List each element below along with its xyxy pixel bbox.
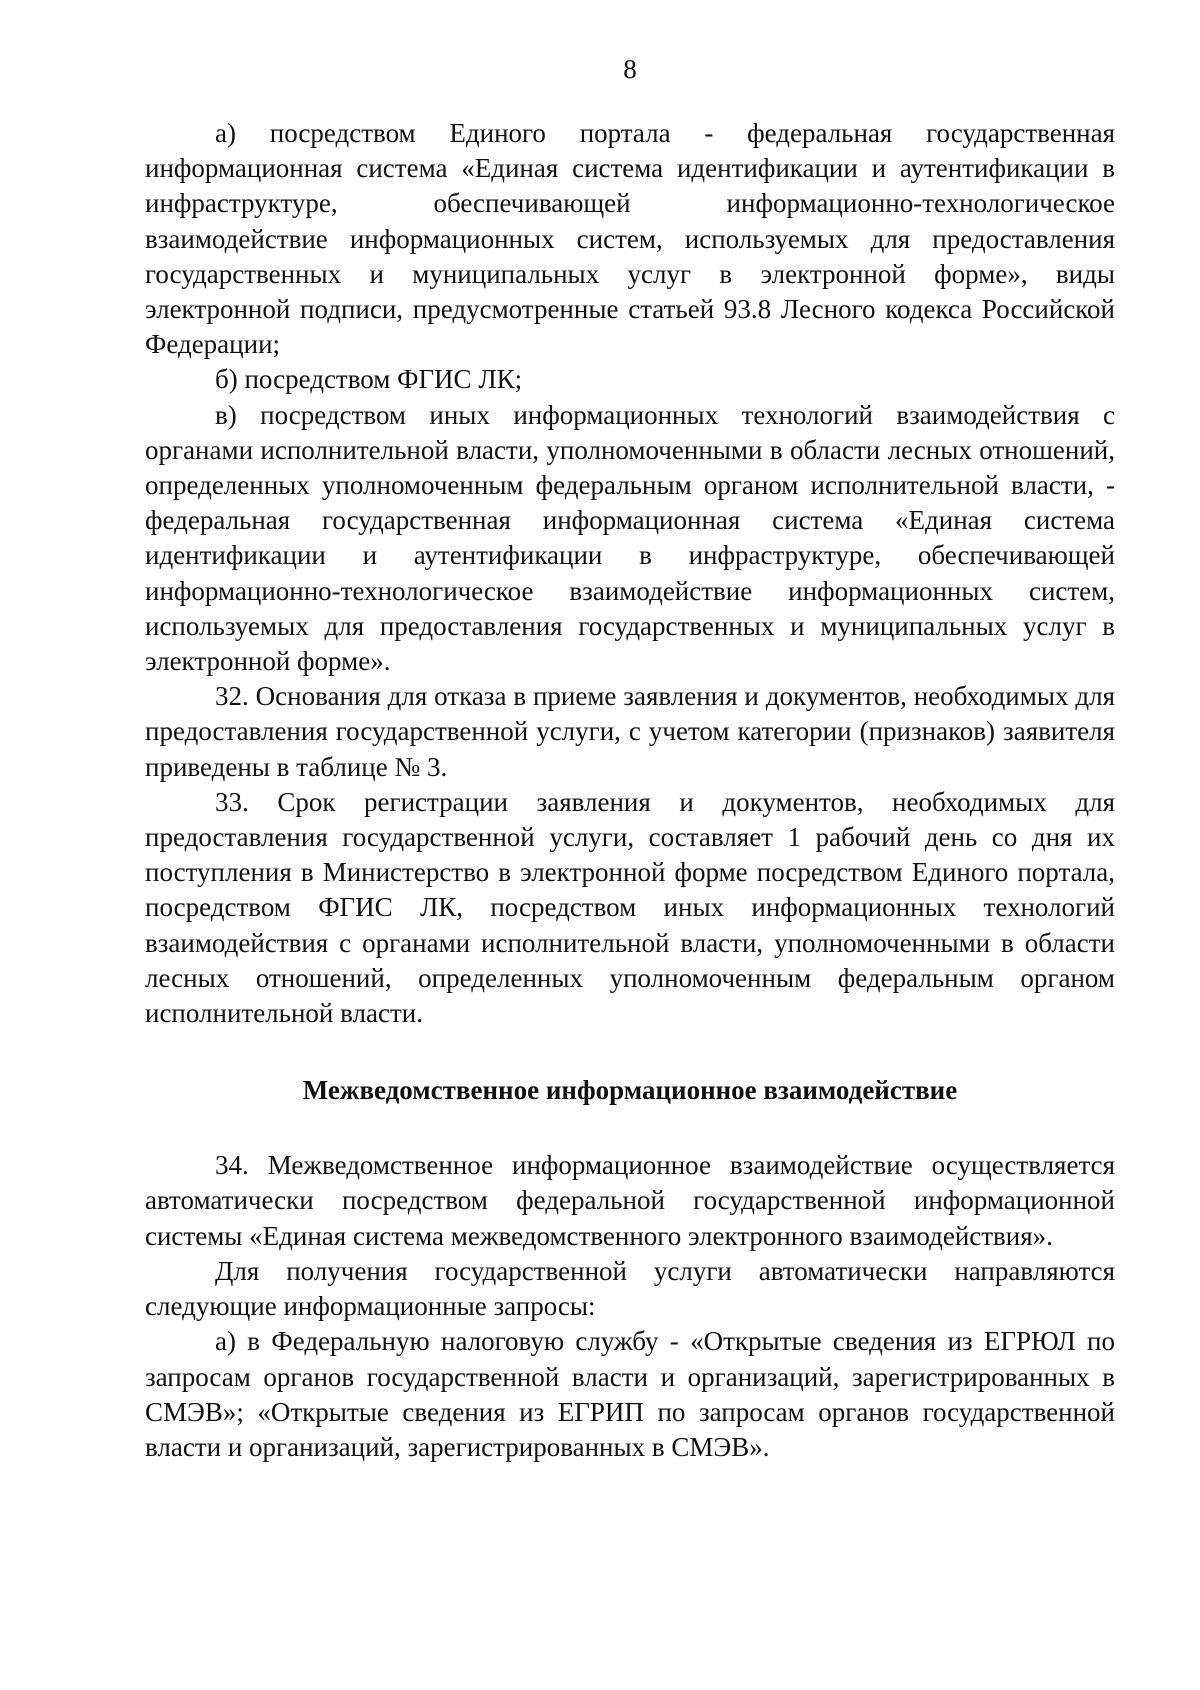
paragraph-requests-a: а) в Федеральную налоговую службу - «Открытые сведения из ЕГРЮЛ по запросам органов государственной власти и организаций, зарегистрированных в СМЭВ»; «Открытые сведения из ЕГРИП по запросам органов государственной власти и организаций, зарегистрированных в СМЭВ».	[145, 1326, 1115, 1462]
paragraph-33: 33. Срок регистрации заявления и документов, необходимых для предоставления государственной услуги, составляет 1 рабочий день со дня их поступления в Министерство в электронной форме посредством Единого портала, посредством ФГИС ЛК, посредством иных информационных технологий взаимодействия с органами исполнительной власти, уполномоченными в области лесных отношений, определенных уполномоченным федеральным органом исполнительной власти.	[145, 786, 1115, 1029]
paragraph-34: 34. Межведомственное информационное взаимодействие осуществляется автоматически посредством федеральной государственной информационной системы «Единая система межведомственного электронного взаимодействия».	[145, 1150, 1115, 1251]
page-number: 8	[623, 54, 637, 84]
paragraph-31b: б) посредством ФГИС ЛК;	[215, 364, 523, 395]
document-body	[145, 116, 1115, 1465]
section-heading: Межведомственное информационное взаимодействие	[302, 1075, 958, 1106]
paragraph-32: 32. Основания для отказа в приеме заявления и документов, необходимых для предоставления государственной услуги, с учетом категории (признаков) заявителя приведены в таблице № 3.	[145, 681, 1115, 782]
paragraph-requests-intro: Для получения государственной услуги автоматически направляются следующие информационные запросы:	[145, 1255, 1115, 1322]
paragraph-31a: а) посредством Единого портала - федеральная государственная информационная система «Единая система идентификации и аутентификации в инфраструктуре, обеспечивающей информационно-технологическое взаимодействие информационных систем, используемых для предоставления государственных и муниципальных услуг в электронной форме», виды электронной подписи, предусмотренные статьей 93.8 Лесного кодекса Российской Федерации;	[145, 118, 1115, 360]
paragraph-31c: в) посредством иных информационных технологий взаимодействия с органами исполнительной власти, уполномоченными в области лесных отношений, определенных уполномоченным федеральным органом исполнительной власти, - федеральная государственная информационная система «Единая система идентификации и аутентификации в инфраструктуре, обеспечивающей информационно-технологическое взаимодействие информационных систем, используемых для предоставления государственных и муниципальных услуг в электронной форме».	[145, 399, 1115, 677]
